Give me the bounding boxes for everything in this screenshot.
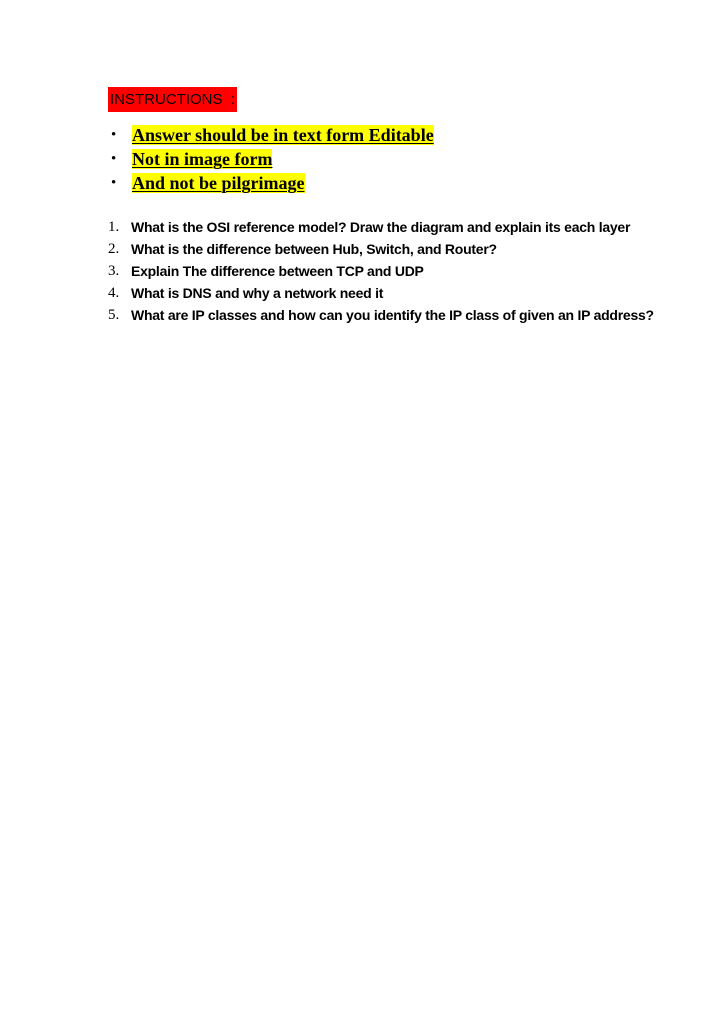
- bullet-icon: •: [111, 175, 117, 191]
- instructions-list: [108, 123, 434, 195]
- question-item: [108, 238, 668, 260]
- instruction-item: [108, 123, 434, 147]
- question-text: What is the OSI reference model? Draw the diagram and explain its each layer: [131, 219, 631, 235]
- question-item: [108, 260, 668, 282]
- question-item: [108, 216, 668, 238]
- questions-list: [108, 216, 668, 326]
- bullet-icon: •: [111, 127, 117, 143]
- question-text: What is DNS and why a network need it: [131, 285, 384, 301]
- instruction-item: [108, 171, 434, 195]
- bullet-icon: •: [111, 151, 117, 167]
- question-text: Explain The difference between TCP and UDP: [131, 263, 424, 279]
- question-number: 2.: [108, 241, 120, 257]
- question-number: 4.: [108, 285, 120, 301]
- question-number: 5.: [108, 307, 120, 323]
- instruction-item: [108, 147, 434, 171]
- question-item: [108, 304, 668, 326]
- instruction-text: And not be pilgrimage: [132, 173, 305, 193]
- instructions-heading: INSTRUCTIONS :: [108, 87, 237, 112]
- instruction-text: Not in image form: [132, 149, 273, 169]
- question-text: What is the difference between Hub, Switch, and Router?: [131, 241, 497, 257]
- question-number: 3.: [108, 263, 120, 279]
- question-item: [108, 282, 668, 304]
- question-number: 1.: [108, 219, 120, 235]
- question-text: What are IP classes and how can you identify the IP class of given an IP address?: [131, 307, 654, 323]
- instruction-text: Answer should be in text form Editable: [132, 125, 434, 145]
